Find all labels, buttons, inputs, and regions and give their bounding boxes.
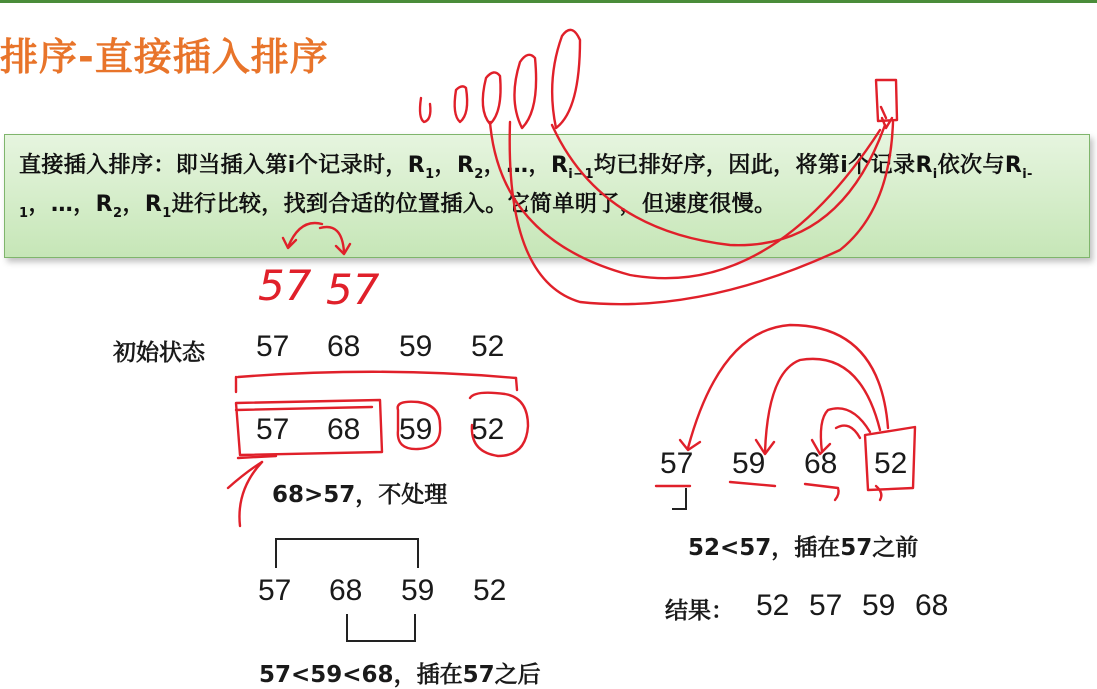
step1-value: 57 [256, 413, 290, 446]
step2-value: 59 [401, 574, 435, 607]
right-row-value: 68 [804, 447, 838, 480]
step1-value: 59 [399, 413, 433, 446]
step1-note: 68>57，不处理 [272, 482, 448, 508]
right-row-value: 52 [874, 447, 908, 480]
definition-text: 直接插入排序：即当插入第i个记录时，$R_1$，$R_2$，…，$R_{i-1}$均已排好序，因此，将第i个记录$R_i$依次与$R_{i-1}$，…，$R_2$，$R_1$进行比较，找到合适的位置插入。它简单明了，但速度很慢。 [19, 153, 1033, 221]
step2-value: 68 [329, 574, 363, 607]
right-row-value: 57 [660, 447, 694, 480]
right-row-value: 59 [732, 447, 766, 480]
handwritten-57: 57 [258, 261, 312, 310]
step1-value: 52 [471, 413, 505, 446]
result-value: 52 [756, 589, 790, 622]
initial-state-label: 初始状态 [113, 340, 205, 366]
step2-value: 52 [473, 574, 507, 607]
initial-value: 52 [471, 330, 505, 363]
result-value: 59 [862, 589, 896, 622]
result-label: 结果： [665, 598, 734, 624]
handwritten-57-right: 57 [326, 265, 380, 314]
step2-note: 57<59<68，插在57之后 [259, 662, 541, 688]
result-value: 57 [809, 589, 843, 622]
ink-strokes [228, 30, 915, 526]
initial-value: 68 [327, 330, 361, 363]
result-value: 68 [915, 589, 949, 622]
step1-value: 68 [327, 413, 361, 446]
page-title: 排序-直接插入排序 [0, 35, 329, 79]
initial-value: 59 [399, 330, 433, 363]
initial-value: 57 [256, 330, 290, 363]
step2-value: 57 [258, 574, 292, 607]
right-note: 52<57，插在57之前 [688, 535, 919, 561]
